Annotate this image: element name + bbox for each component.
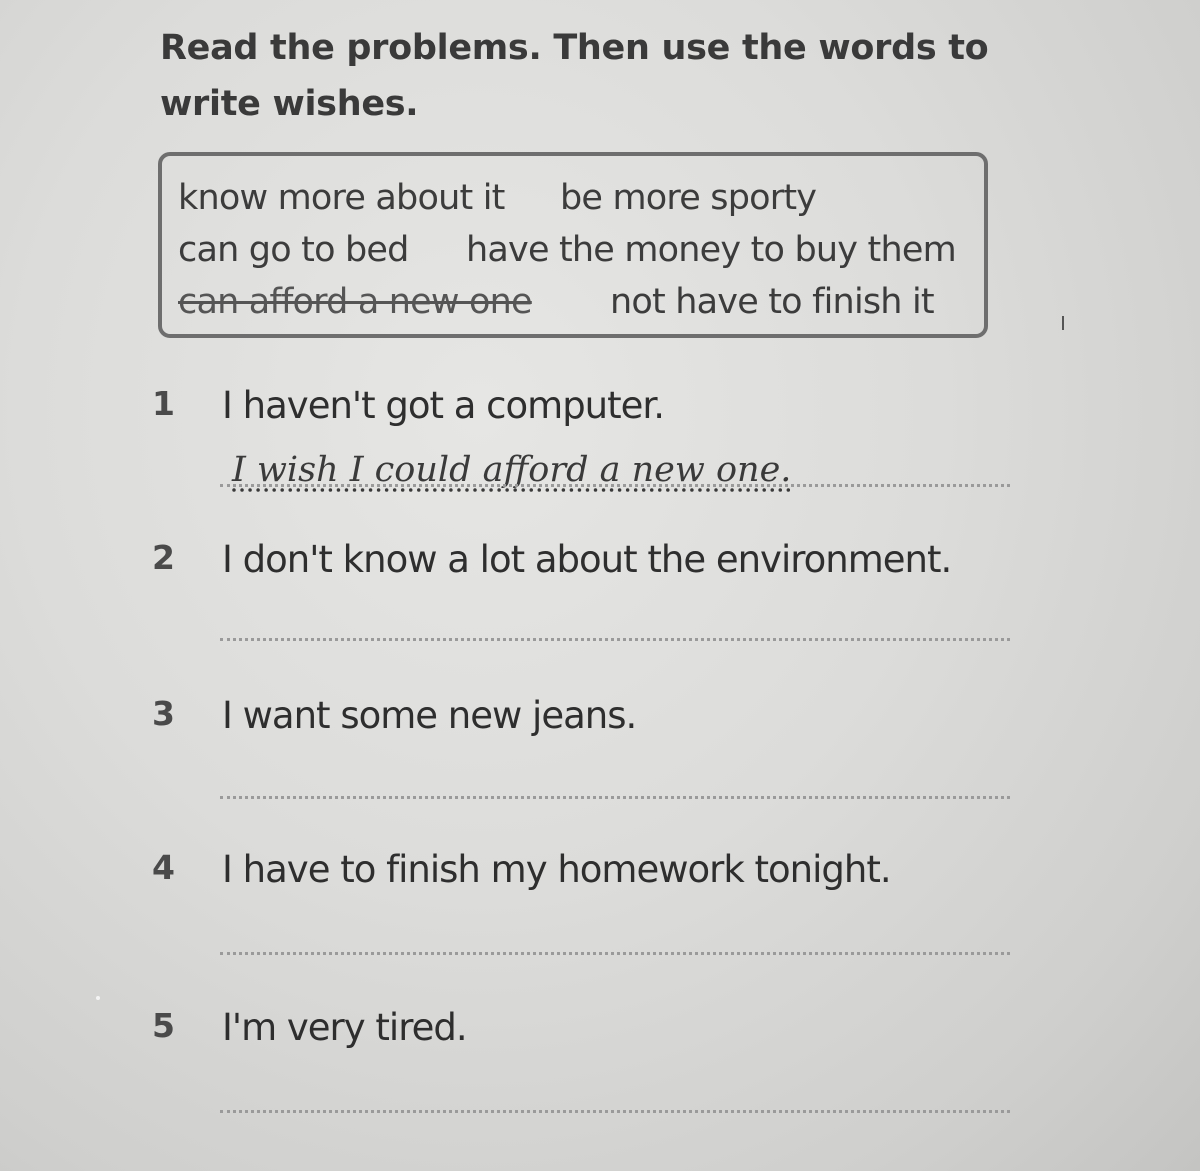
margin-mark — [1062, 316, 1064, 330]
word-option: be more sporty — [560, 178, 817, 218]
word-box — [158, 152, 988, 338]
word-option-used: can afford a new one — [178, 282, 532, 322]
word-option: have the money to buy them — [466, 230, 956, 270]
exercise-number: 1 — [152, 384, 175, 423]
exercise-prompt: I don't know a lot about the environment. — [222, 538, 952, 581]
answer-line[interactable] — [220, 952, 1010, 955]
exercise-answer: I wish I could afford a new one. — [232, 450, 792, 490]
exercise-number: 4 — [152, 848, 175, 887]
exercise-prompt: I want some new jeans. — [222, 694, 637, 737]
word-option: not have to finish it — [610, 282, 934, 322]
word-option: can go to bed — [178, 230, 409, 270]
answer-line[interactable] — [220, 1110, 1010, 1113]
exercise-number: 3 — [152, 694, 175, 733]
exercise-instruction — [160, 20, 1020, 132]
answer-line[interactable] — [220, 796, 1010, 799]
instruction-line-2: write wishes. — [160, 84, 419, 124]
exercise-prompt: I haven't got a computer. — [222, 384, 664, 427]
exercise-prompt: I'm very tired. — [222, 1006, 467, 1049]
speck — [96, 996, 100, 1000]
instruction-line-1: Read the problems. Then use the words to — [160, 28, 989, 68]
word-option: know more about it — [178, 178, 505, 218]
exercise-prompt: I have to finish my homework tonight. — [222, 848, 891, 891]
answer-line[interactable] — [220, 638, 1010, 641]
exercise-number: 2 — [152, 538, 175, 577]
exercise-number: 5 — [152, 1006, 175, 1045]
answer-line[interactable] — [220, 484, 1010, 487]
